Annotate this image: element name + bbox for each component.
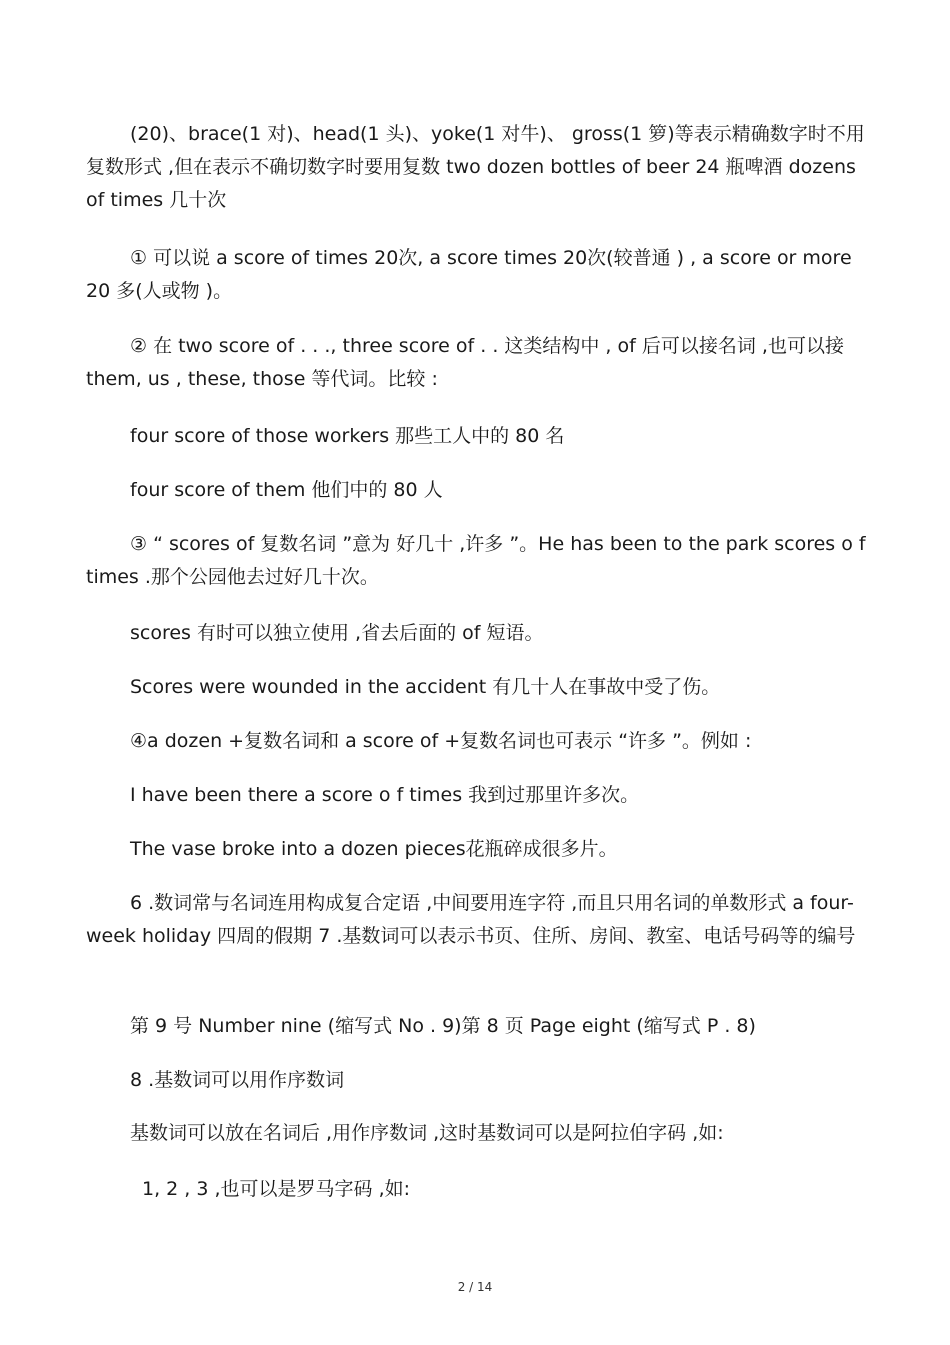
example-line-accident: Scores were wounded in the accident 有几十人在事故中受了伤。: [130, 676, 721, 698]
paragraph-section-6-7: 6 .数词常与名词连用构成复合定语 ,中间要用连字符 ,而且只用名词的单数形式 a four-week holiday 四周的假期 7 .基数词可以表示书页、住所、房间、教室、电话号码等的编号: [86, 892, 856, 947]
paragraph-note-4: ④a dozen +复数名词和 a score of +复数名词也可表示 “许多 ”。例如 :: [130, 730, 752, 752]
page-indicator: 2 / 14: [457, 1280, 493, 1294]
paragraph-section-8: 基数词可以放在名词后 ,用作序数词 ,这时基数词可以是阿拉伯字码 ,如:: [130, 1122, 724, 1144]
example-line-been-there: I have been there a score o f times 我到过那里许多次。: [130, 784, 640, 806]
section-8-heading: 8 .基数词可以用作序数词: [130, 1069, 345, 1091]
example-line-vase: The vase broke into a dozen pieces花瓶碎成很多片。: [130, 838, 618, 860]
paragraph-note-3: ③ “ scores of 复数名词 ”意为 好几十 ,许多 ”。He has been to the park scores o f times .那个公园他去过好几十次。: [86, 533, 866, 588]
paragraph-measure-words: (20)、brace(1 对)、head(1 头)、yoke(1 对牛)、 gross(1 箩)等表示精确数字时不用复数形式 ,但在表示不确切数字时要用复数 two dozen bottles of beer 24 瓶啤酒 dozens of times 几十次: [86, 123, 865, 211]
example-line-scores: scores 有时可以独立使用 ,省去后面的 of 短语。: [130, 622, 544, 644]
paragraph-note-1: ① 可以说 a score of times 20次, a score times 20次(较普通 ) , a score or more 20 多(人或物 )。: [86, 247, 852, 302]
example-line-them: four score of them 他们中的 80 人: [130, 479, 443, 501]
example-line-workers: four score of those workers 那些工人中的 80 名: [130, 425, 565, 447]
paragraph-roman-numerals: 1, 2 , 3 ,也可以是罗马字码 ,如:: [142, 1178, 411, 1200]
paragraph-note-2: ② 在 two score of . . ., three score of . . 这类结构中 , of 后可以接名词 ,也可以接 them, us , these, those 等代词。比较 :: [86, 335, 844, 390]
example-line-number: 第 9 号 Number nine (缩写式 No . 9)第 8 页 Page eight (缩写式 P . 8): [130, 1015, 756, 1037]
